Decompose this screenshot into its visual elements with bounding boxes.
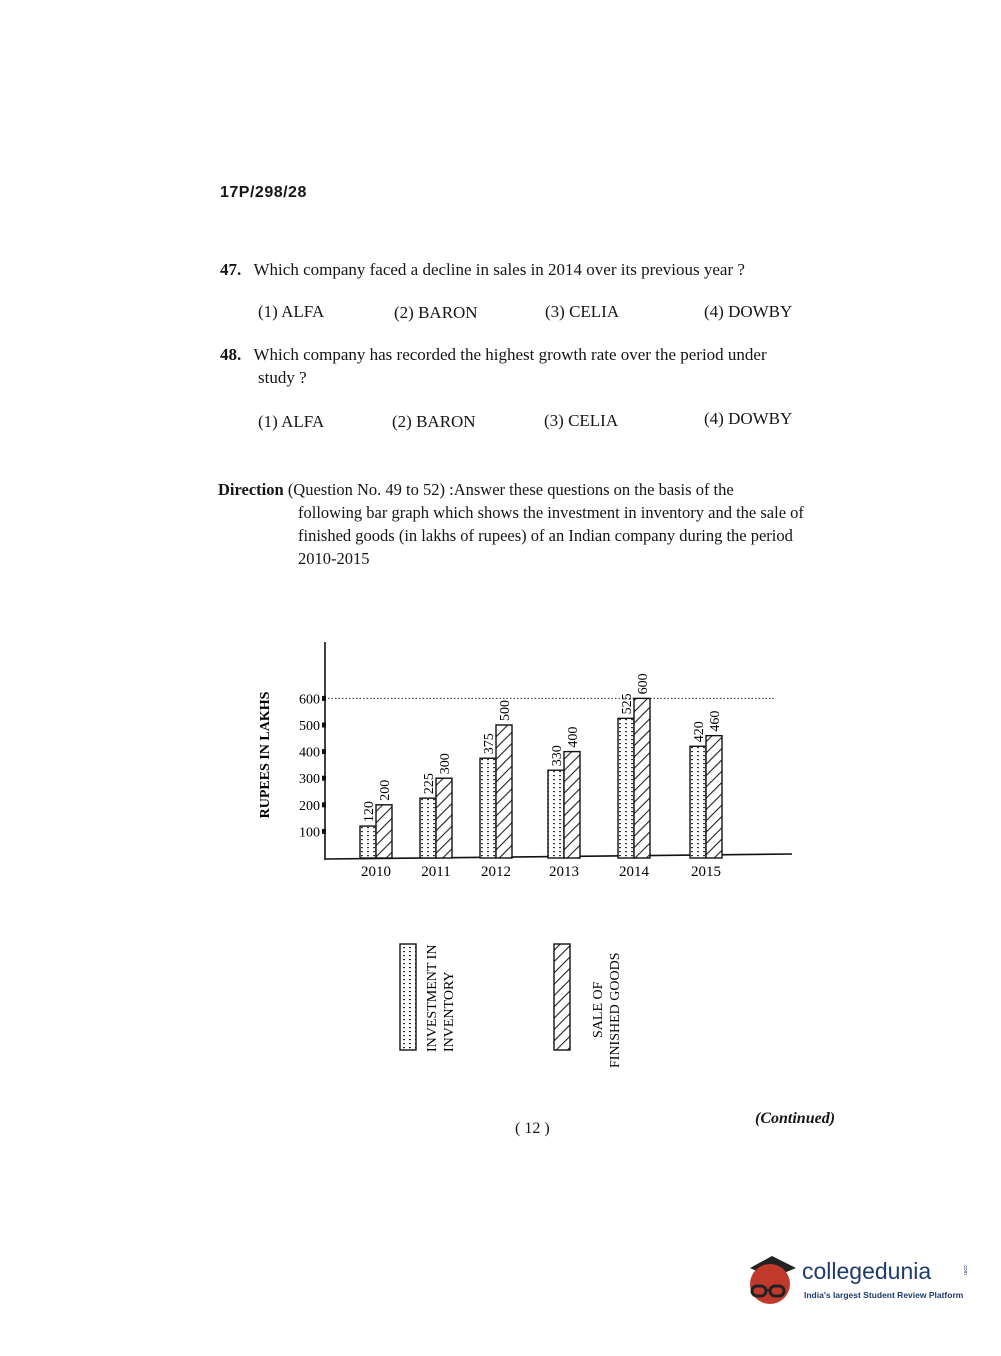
continued-label: (Continued) — [755, 1110, 836, 1127]
direction-block — [218, 478, 832, 570]
bar-label-inventory: 420 — [692, 721, 707, 743]
x-tick-label: 2013 — [549, 864, 579, 880]
x-tick-label: 2011 — [421, 864, 451, 880]
q48-option-4[interactable]: (4) DOWBY — [704, 409, 793, 428]
question-48 — [220, 345, 840, 365]
question-text: Which company has recorded the highest growth rate over the period under — [253, 345, 767, 364]
bar-inventory-2013 — [548, 770, 564, 858]
question-number: 47. — [220, 260, 242, 279]
page-number: ( 12 ) — [515, 1120, 550, 1137]
bar-sale-2011 — [436, 778, 452, 858]
bar-inventory-2012 — [480, 758, 496, 858]
question-text: Which company faced a decline in sales in 2014 over its previous year ? — [253, 260, 745, 279]
y-tick-mark — [322, 829, 326, 834]
y-tick-label: 500 — [299, 719, 320, 734]
bar-label-inventory: 525 — [620, 693, 635, 715]
brand-domain: .com — [962, 1264, 968, 1275]
legend-label-inventory: INVESTMENT IN — [425, 944, 440, 1052]
x-tick-label: 2015 — [691, 864, 721, 880]
y-tick-label: 100 — [299, 825, 320, 841]
bar-label-inventory: 120 — [362, 801, 377, 823]
y-tick-label: 400 — [299, 745, 320, 761]
bar-label-sale: 460 — [708, 710, 723, 732]
question-number: 48. — [220, 345, 242, 364]
question-47 — [220, 260, 745, 280]
bar-label-sale: 200 — [378, 779, 393, 801]
bar-sale-2014 — [634, 698, 650, 858]
x-tick-label: 2012 — [481, 864, 511, 880]
bar-inventory-2015 — [690, 746, 706, 858]
q48-option-2[interactable]: (2) BARON — [392, 412, 476, 431]
y-tick-mark — [322, 696, 326, 701]
bar-label-sale: 500 — [498, 700, 513, 721]
bar-label-inventory: 330 — [550, 745, 565, 767]
bar-chart — [240, 630, 810, 1100]
direction-heading: Direction — [218, 480, 284, 499]
bar-label-inventory: 375 — [482, 733, 497, 755]
q47-option-1[interactable]: (1) ALFA — [258, 302, 325, 321]
q48-option-3[interactable]: (3) CELIA — [544, 411, 619, 430]
bar-sale-2015 — [706, 736, 722, 858]
bar-label-sale: 600 — [636, 673, 651, 695]
legend-swatch-sale — [554, 944, 570, 1050]
collegedunia-logo — [742, 1250, 972, 1314]
direction-intro: :Answer these questions on the basis of the — [449, 480, 734, 499]
y-tick-mark — [322, 749, 326, 754]
bar-inventory-2011 — [420, 798, 436, 858]
brand-tagline: India's largest Student Review Platform — [804, 1290, 964, 1300]
legend-label-inventory: INVENTORY — [442, 971, 457, 1052]
y-axis-label: RUPEES IN LAKHS — [258, 691, 273, 819]
y-tick-label: 300 — [299, 772, 320, 788]
paper-code: 17P/298/28 — [220, 184, 307, 201]
q47-option-3[interactable]: (3) CELIA — [545, 302, 620, 321]
direction-body: following bar graph which shows the investment in inventory and the sale of finished goods (in lakhs of rupees) of an Indian company during the period 2010-2015 — [298, 503, 804, 568]
bar-inventory-2014 — [618, 718, 634, 858]
bar-sale-2013 — [564, 752, 580, 858]
bar-label-inventory: 225 — [422, 773, 437, 795]
y-tick-label: 200 — [299, 798, 320, 814]
bar-inventory-2010 — [360, 826, 376, 858]
bar-label-sale: 400 — [566, 726, 581, 748]
x-tick-label: 2010 — [361, 864, 391, 880]
y-tick-mark — [322, 776, 326, 781]
q48-option-1[interactable]: (1) ALFA — [258, 412, 325, 431]
bar-label-sale: 300 — [438, 753, 453, 775]
y-tick-mark — [322, 723, 326, 728]
y-tick-mark — [322, 802, 326, 807]
legend-swatch-inventory — [400, 944, 416, 1050]
bar-sale-2012 — [496, 725, 512, 858]
question-48-continued: study ? — [258, 368, 307, 387]
q47-option-4[interactable]: (4) DOWBY — [704, 302, 793, 321]
legend-label-sale: FINISHED GOODS — [608, 952, 623, 1068]
q47-option-2[interactable]: (2) BARON — [394, 303, 478, 322]
mascot-icon — [742, 1250, 800, 1310]
bar-sale-2010 — [376, 805, 392, 858]
brand-name: collegedunia — [802, 1258, 932, 1284]
legend-label-sale: SALE OF — [591, 981, 606, 1038]
y-tick-label: 600 — [299, 692, 320, 708]
x-tick-label: 2014 — [619, 864, 649, 880]
direction-range: (Question No. 49 to 52) — [287, 480, 446, 499]
